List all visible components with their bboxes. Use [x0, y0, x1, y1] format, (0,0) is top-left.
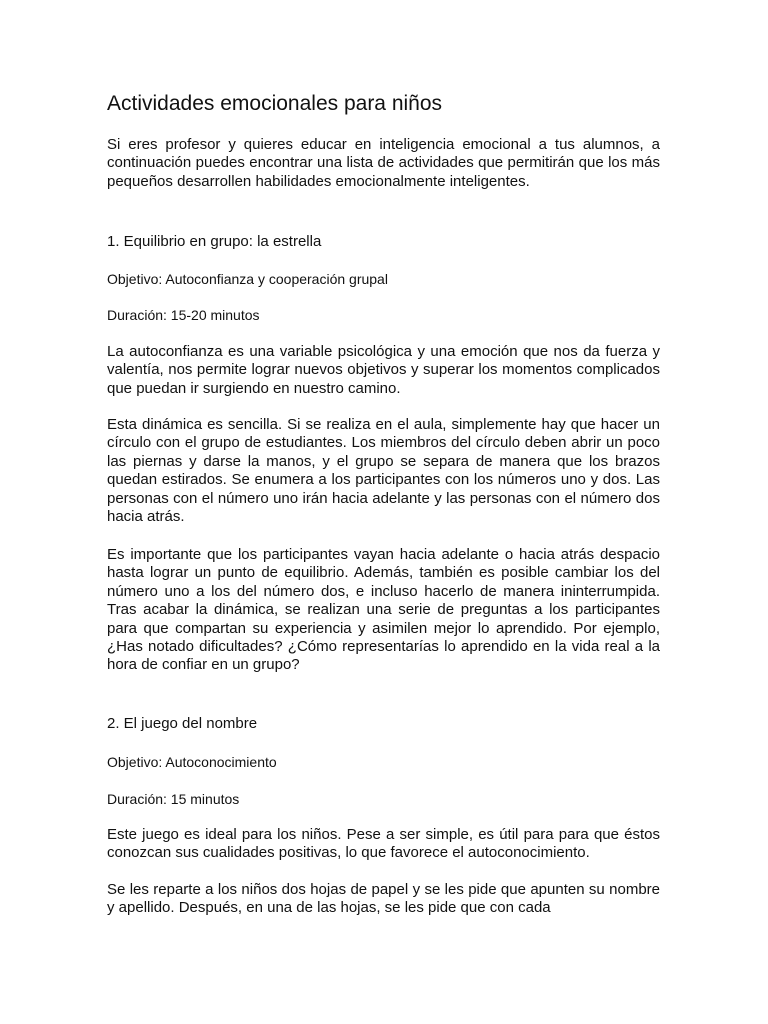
section-1-objective: Objetivo: Autoconfianza y cooperación grupal	[107, 271, 388, 287]
section-2-paragraph-1: Este juego es ideal para los niños. Pese a ser simple, es útil para para que éstos conozcan sus cualidades positivas, lo que favorece el autoconocimiento.	[107, 826, 660, 862]
document-title: Actividades emocionales para niños	[107, 92, 443, 115]
section-2-objective: Objetivo: Autoconocimiento	[107, 754, 277, 770]
section-2-duration: Duración: 15 minutos	[107, 791, 240, 807]
section-2-heading: 2. El juego del nombre	[107, 715, 258, 732]
intro-paragraph: Si eres profesor y quieres educar en inteligencia emocional a tus alumnos, a continuación puedes encontrar una lista de actividades que permitirán que los más pequeños desarrollen habilidades emocionalmente inteligentes.	[107, 136, 660, 190]
section-1-paragraph-3: Es importante que los participantes vayan hacia adelante o hacia atrás despacio hasta lograr un punto de equilibrio. Además, también es posible cambiar los del número uno a los del número dos, e incluso hacerlo de manera ininterrumpida. Tras acabar la dinámica, se realizan una serie de preguntas a los participantes para que compartan su experiencia y asimilen mejor lo aprendido. Por ejemplo, ¿Has notado dificultades? ¿Cómo representarías lo aprendido en la vida real a la hora de confiar en un grupo?	[107, 546, 660, 674]
section-1-heading: 1. Equilibrio en grupo: la estrella	[107, 233, 322, 250]
section-1-paragraph-2: Esta dinámica es sencilla. Si se realiza en el aula, simplemente hay que hacer un círculo con el grupo de estudiantes. Los miembros del círculo deben abrir un poco las piernas y darse la manos, y el grupo se separa de manera que los brazos quedan estirados. Se enumera a los participantes con los números uno y dos. Las personas con el número uno irán hacia adelante y las personas con el número dos hacia atrás.	[107, 416, 660, 526]
section-1-paragraph-1: La autoconfianza es una variable psicológica y una emoción que nos da fuerza y valentía, nos permite lograr nuevos objetivos y superar los momentos complicados que puedan ir surgiendo en nuestro camino.	[107, 343, 660, 397]
section-1-duration: Duración: 15-20 minutos	[107, 307, 260, 323]
section-2-paragraph-2: Se les reparte a los niños dos hojas de papel y se les pide que apunten su nombre y apellido. Después, en una de las hojas, se les pide que con cada	[107, 881, 660, 917]
